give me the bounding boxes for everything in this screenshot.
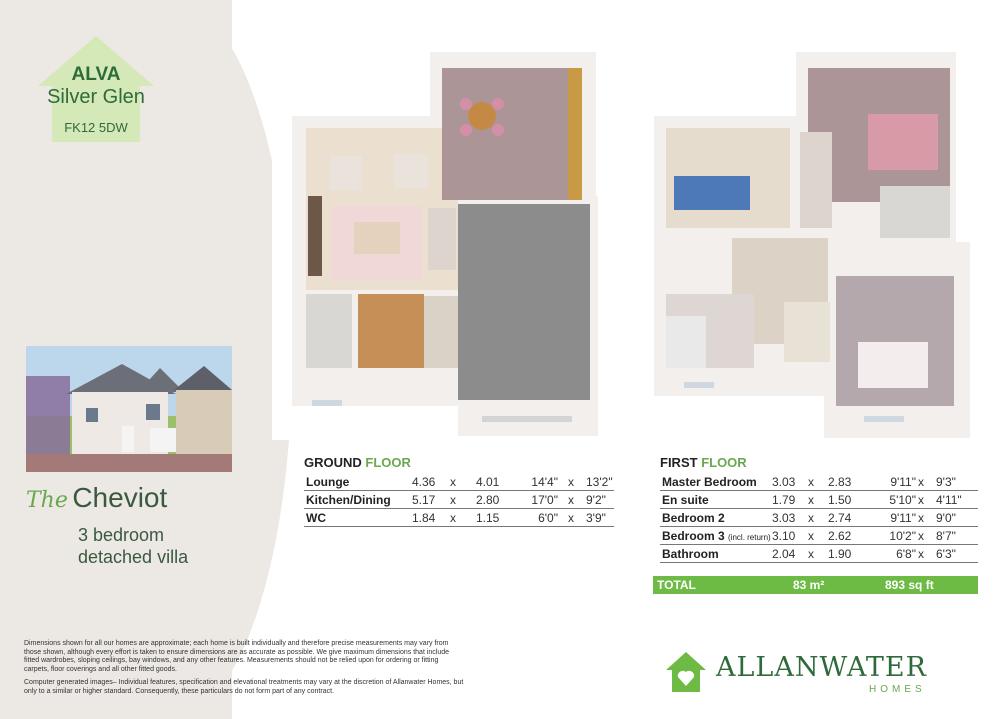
house-heart-icon xyxy=(664,650,708,694)
location-badge xyxy=(36,34,156,144)
table-row xyxy=(660,545,978,563)
imperial-length: 6'8" xyxy=(896,547,916,561)
brand-name: ALLANWATER xyxy=(716,652,927,683)
ground-floor-title-accent: FLOOR xyxy=(365,455,411,470)
disclaimer-dimensions: Dimensions shown for all our homes are approximate; each home is built individually and therefore precise measurements may vary from those shown, although every effort is taken to ensure dimensions are as accurate as possible. We give maximum dimensions that include fitted wardrobes, sloping ceilings, bay windows, and any other features. Measurements should not be relied upon for ordering or fitting carpets, floor coverings and all other fitted goods. xyxy=(24,640,450,673)
metric-width: 1.50 xyxy=(828,493,852,507)
times-symbol: x xyxy=(918,511,924,525)
imperial-length: 5'10" xyxy=(889,493,916,507)
metric-length: 1.79 xyxy=(772,493,796,507)
total-imperial: 893 sq ft xyxy=(885,578,934,592)
town-name: ALVA xyxy=(71,64,121,85)
first-floor-heading xyxy=(660,455,978,470)
imperial-length: 10'2" xyxy=(889,529,916,543)
table-row xyxy=(660,473,978,491)
times-symbol: x xyxy=(808,475,814,489)
imperial-width: 4'11" xyxy=(936,493,962,507)
room-name-text: Bedroom 3 xyxy=(662,529,725,543)
imperial-length: 14'4" xyxy=(531,475,558,489)
ground-floor-schedule xyxy=(304,455,614,527)
total-label: TOTAL xyxy=(657,578,696,592)
imperial-length: 17'0" xyxy=(531,493,558,507)
imperial-width: 8'7" xyxy=(936,529,956,543)
times-symbol: x xyxy=(568,475,574,489)
room-name-text: Bathroom xyxy=(662,547,719,561)
room-name-text: En suite xyxy=(662,493,709,507)
table-row xyxy=(304,491,614,509)
metric-width: 1.15 xyxy=(476,511,500,525)
times-symbol: x xyxy=(808,511,814,525)
room-name-text: Master Bedroom xyxy=(662,475,757,489)
first-floor-title-accent: FLOOR xyxy=(701,455,747,470)
ground-floor-plan xyxy=(272,46,618,440)
times-symbol: x xyxy=(450,493,456,507)
metric-length: 3.03 xyxy=(772,511,796,525)
imperial-width: 9'2" xyxy=(586,493,606,507)
metric-width: 2.62 xyxy=(828,529,852,543)
metric-length: 4.36 xyxy=(412,475,436,489)
total-metric: 83 m² xyxy=(793,578,825,592)
times-symbol: x xyxy=(808,529,814,543)
room-name xyxy=(662,493,709,507)
metric-width: 4.01 xyxy=(476,475,500,489)
imperial-width: 9'0" xyxy=(936,511,956,525)
ground-floor-heading xyxy=(304,455,614,470)
disclaimer xyxy=(24,640,464,702)
room-name xyxy=(662,529,771,543)
imperial-length: 6'0" xyxy=(538,511,558,525)
room-name-text: Bedroom 2 xyxy=(662,511,725,525)
times-symbol: x xyxy=(808,547,814,561)
house-desc-line2: detached villa xyxy=(78,547,189,567)
room-name: WC xyxy=(306,511,326,525)
imperial-width: 3'9" xyxy=(586,511,606,525)
postcode: FK12 5DW xyxy=(64,120,128,135)
house-prefix: The xyxy=(26,488,68,513)
house-name: Cheviot xyxy=(72,482,168,513)
metric-width: 1.90 xyxy=(828,547,852,561)
metric-width: 2.83 xyxy=(828,475,852,489)
metric-length: 3.10 xyxy=(772,529,796,543)
metric-length: 2.04 xyxy=(772,547,796,561)
times-symbol: x xyxy=(568,511,574,525)
metric-width: 2.80 xyxy=(476,493,500,507)
metric-length: 3.03 xyxy=(772,475,796,489)
first-floor-plan xyxy=(644,46,974,440)
total-bar xyxy=(653,576,978,594)
imperial-length: 9'11" xyxy=(890,475,916,489)
metric-width: 2.74 xyxy=(828,511,852,525)
room-name xyxy=(662,475,757,489)
room-name: Lounge xyxy=(306,475,350,489)
first-floor-schedule xyxy=(660,455,978,563)
times-symbol: x xyxy=(918,547,924,561)
room-name xyxy=(662,547,719,561)
room-note: (incl. return) xyxy=(728,533,771,542)
times-symbol: x xyxy=(918,529,924,543)
imperial-width: 6'3" xyxy=(936,547,956,561)
times-symbol: x xyxy=(808,493,814,507)
times-symbol: x xyxy=(918,493,924,507)
imperial-width: 9'3" xyxy=(936,475,956,489)
first-floor-title: FIRST xyxy=(660,455,698,470)
times-symbol: x xyxy=(568,493,574,507)
imperial-length: 9'11" xyxy=(890,511,916,525)
brand-sub: HOMES xyxy=(869,684,926,695)
metric-length: 1.84 xyxy=(412,511,436,525)
allanwater-logo xyxy=(664,648,984,700)
house-title xyxy=(26,482,167,514)
room-name: Kitchen/Dining xyxy=(306,493,391,507)
room-name xyxy=(662,511,725,525)
house-photo xyxy=(26,346,232,472)
table-row xyxy=(660,527,978,545)
house-desc-line1: 3 bedroom xyxy=(78,525,165,545)
table-row xyxy=(304,473,614,491)
imperial-width: 13'2" xyxy=(586,475,613,489)
times-symbol: x xyxy=(450,511,456,525)
metric-length: 5.17 xyxy=(412,493,436,507)
development-name: Silver Glen xyxy=(47,86,145,108)
times-symbol: x xyxy=(450,475,456,489)
disclaimer-cgi: Computer generated images– Individual features, specification and elevational treatments may vary at the discretion of Allanwater Homes, but only to a similar or higher standard. Consequently, these particulars do not form part of any contract. xyxy=(24,679,464,695)
table-row xyxy=(660,509,978,527)
ground-floor-title: GROUND xyxy=(304,455,362,470)
times-symbol: x xyxy=(918,475,924,489)
table-row xyxy=(304,509,614,527)
table-row xyxy=(660,491,978,509)
house-description xyxy=(78,524,228,568)
